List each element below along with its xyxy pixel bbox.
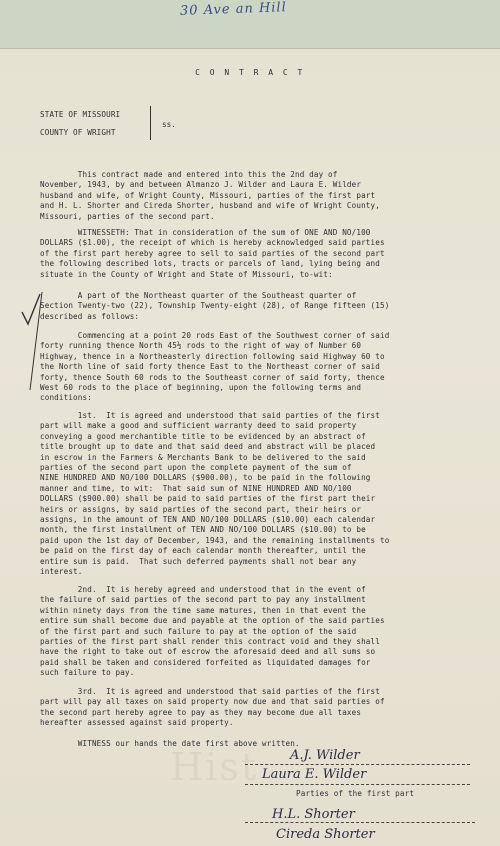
paragraph-witnesseth: WITNESSETH: That in consideration of the sum of ONE AND NO/100 DOLLARS ($1.00), the receipt of which is hereby acknowledged said parties of the first part hereby agree to sell to said parties of the second part the following described lots, tracts or parcels of land, lying being and situate in the County of Wright and State of Missouri, to-wit: [40,228,385,279]
paragraph-first-condition: 1st. It is agreed and understood that said parties of the first part will make a good and sufficient warranty deed to said property conveying a good merchantible title to be evidenced by an abstract of title brought up to date and that said deed and abstract will be placed in escrow in the Farmers & Merchants Bank to be delivered to the said parties of the second part upon the complete payment of the sum of NINE HUNDRED AND NO/100 DOLLARS ($900.00), to be paid in the following manner and time, to wit: That said sum of NINE HUNDRED AND NO/100 DOLLARS ($900.00) shall be paid to said parties of the first part their heirs or assigns, by said parties of the second part, their heirs or assigns, in the amount of TEN AND NO/100 DOLLARS ($10.00) each calendar month, the first installment of TEN AND NO/100 DOLLARS ($10.00) to be paid upon the 1st day of December, 1943, and the remaining installments to be paid on the first day of each calendar month thereafter, until the entire sum is paid. That such deferred payments shall not bear any interest. [40,411,390,577]
signature-1: A.J. Wilder [290,748,360,763]
signature-2: Laura E. Wilder [262,767,367,782]
paragraph-legal-description: A part of the Northeast quarter of the Southeast quarter of Section Twenty-two (22), Township Twenty-eight (28), of Range fifteen (15) described as follows: [40,291,390,321]
handwritten-header-note: 30 Ave an Hill [179,0,288,19]
signature-line-2 [245,784,470,785]
margin-checkmark-icon [18,290,48,400]
folder-tab-strip [0,0,500,49]
paragraph-witness: WITNESS our hands the date first above written. [40,739,300,748]
watermark: Hist [170,745,259,789]
signature-line-1 [245,764,470,765]
caption-state: STATE OF MISSOURI [40,110,121,119]
signature-3: H.L. Shorter [272,807,355,822]
paragraph-second-condition: 2nd. It is hereby agreed and understood that in the event of the failure of said parties of the second part to pay any installment within ninety days from the time same matures, then in that event the entire sum shall become due and payable at the option of the said parties of the first part and such failure to pay at the option of the said parties of the first part shall render this contract void and they shall have the right to take out of escrow the aforesaid deed and all sums so paid shall be taken and considered forfeited as liquidated damages for such failure to pay. [40,585,385,678]
signature-4: Cireda Shorter [276,827,375,842]
signature-line-3 [245,822,475,823]
paragraph-third-condition: 3rd. It is agreed and understood that said parties of the first part will pay all taxes on said property now due and that said parties of the second part hereby agree to pay as they may become due all taxes hereafter assessed against said property. [40,687,385,728]
caption-ss: ss. [162,120,176,129]
label-parties-first-part: Parties of the first part [296,789,415,798]
document-title: C O N T R A C T [195,68,305,77]
paragraph-commencing: Commencing at a point 20 rods East of the Southwest corner of said forty running thence North 45½ rods to the right of way of Number 60 Highway, thence in a Northeasterly direction following said Highway 60 to the North line of said forty thence East to the Northeast corner of said forty, thence South 60 rods to the Southeast corner of said forty, thence West 60 rods to the place of beginning, upon the following terms and conditions: [40,331,390,403]
caption-county: COUNTY OF WRIGHT [40,128,116,137]
paragraph-intro: This contract made and entered into this the 2nd day of November, 1943, by and between Almanzo J. Wilder and Laura E. Wilder husband and wife, of Wright County, Missouri, parties of the first part and H. L. Shorter and Cireda Shorter, husband and wife of Wright County, Missouri, parties of the second part. [40,170,380,221]
caption-bracket [150,106,153,140]
